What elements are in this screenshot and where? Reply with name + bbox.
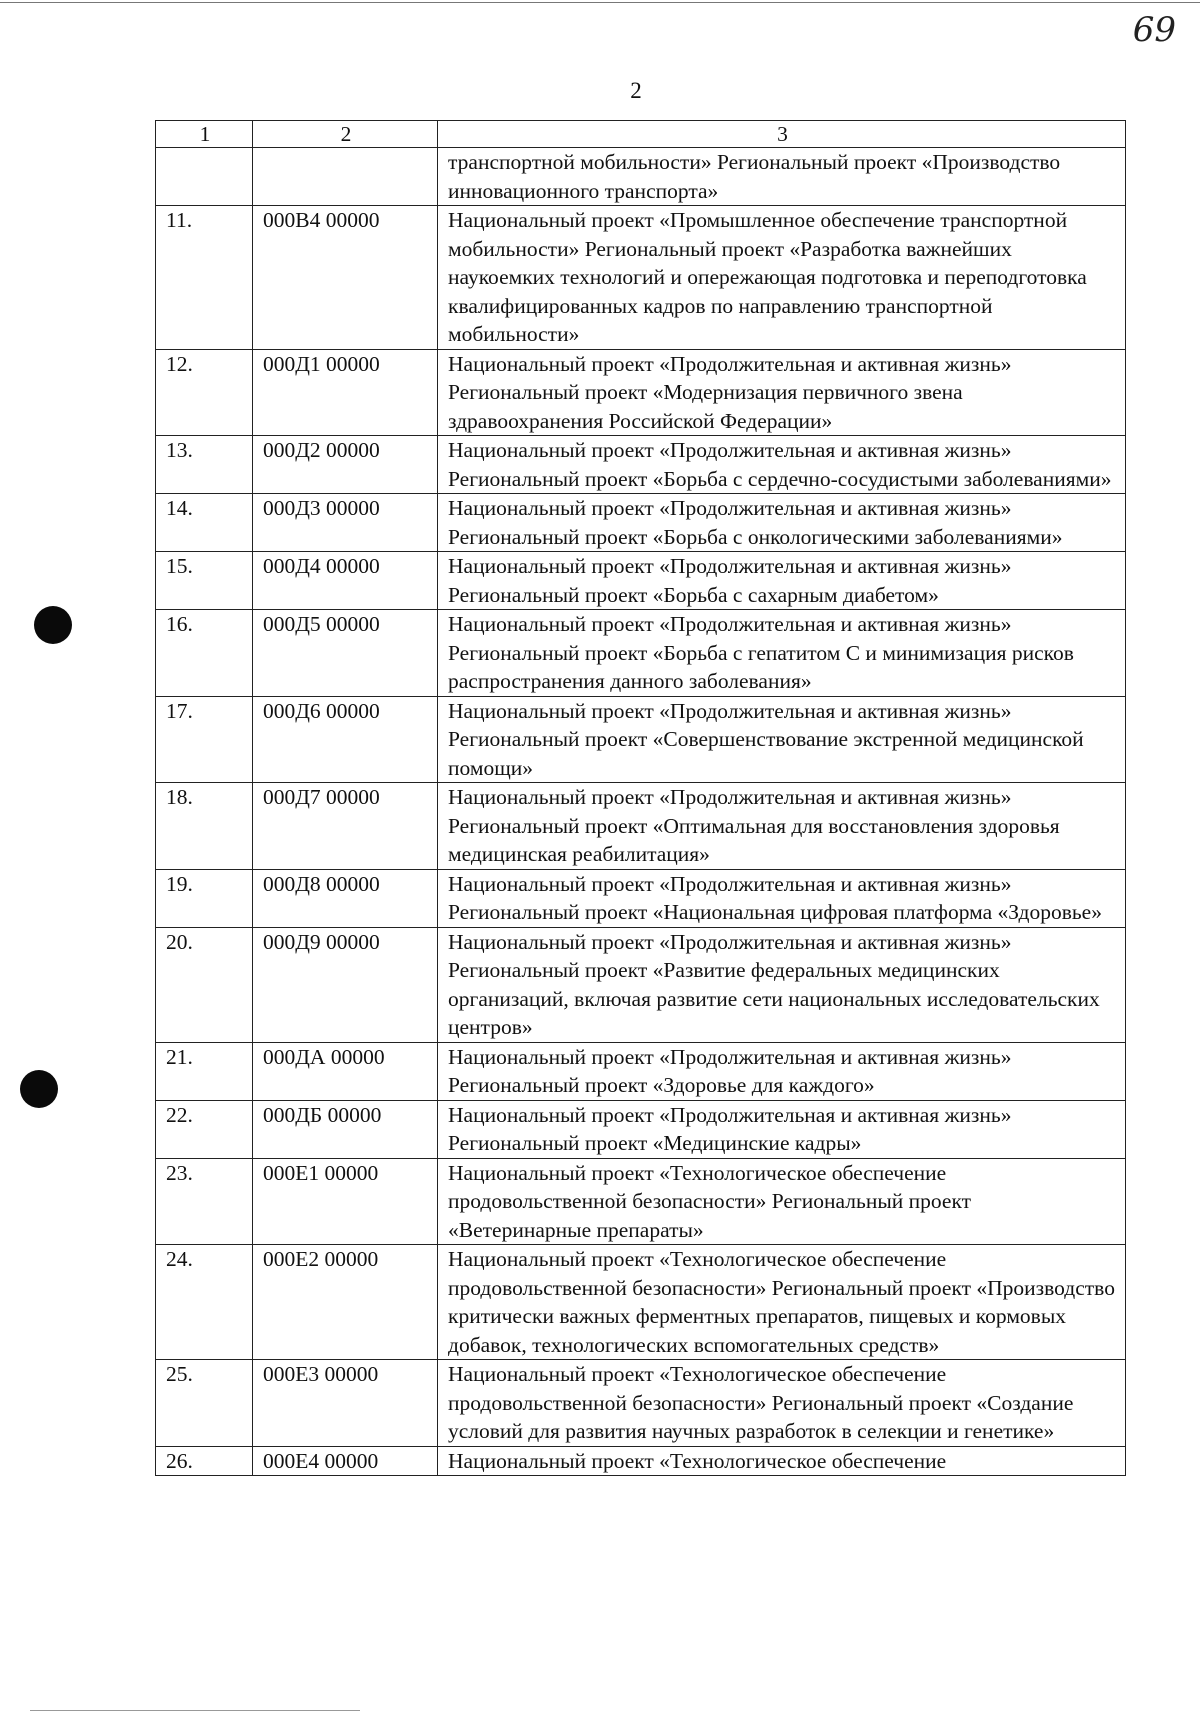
column-header-code: 2 — [253, 121, 438, 148]
cell-number: 16. — [156, 610, 253, 697]
cell-number: 20. — [156, 927, 253, 1042]
cell-code: 000Д7 00000 — [253, 783, 438, 870]
cell-project-name: Национальный проект «Технологическое обеспечение продовольственной безопасности» Региональный проект «Производство критически важных ферментных препаратов, пищевых и кормовых добавок, технологических вспомогательных средств» — [438, 1245, 1126, 1360]
cell-project-name: Национальный проект «Продолжительная и активная жизнь» Региональный проект «Модернизация первичного звена здравоохранения Российской Федерации» — [438, 349, 1126, 436]
table-row — [156, 1245, 1126, 1360]
table-row — [156, 494, 1126, 552]
cell-project-name: Национальный проект «Продолжительная и активная жизнь» Региональный проект «Медицинские кадры» — [438, 1100, 1126, 1158]
cell-project-name: Национальный проект «Продолжительная и активная жизнь» Региональный проект «Борьба с сердечно-сосудистыми заболеваниями» — [438, 436, 1126, 494]
cell-project-name: Национальный проект «Продолжительная и активная жизнь» Региональный проект «Оптимальная для восстановления здоровья медицинская реабилитация» — [438, 783, 1126, 870]
table-row — [156, 206, 1126, 350]
cell-number: 22. — [156, 1100, 253, 1158]
column-header-name: 3 — [438, 121, 1126, 148]
table-row — [156, 436, 1126, 494]
cell-project-name: Национальный проект «Технологическое обеспечение продовольственной безопасности» Региональный проект «Ветеринарные препараты» — [438, 1158, 1126, 1245]
cell-code — [253, 148, 438, 206]
cell-project-name: Национальный проект «Промышленное обеспечение транспортной мобильности» Региональный проект «Разработка важнейших наукоемких технологий и опережающая подготовка и переподготовка квалифицированных кадров по направлению транспортной мобильности» — [438, 206, 1126, 350]
cell-project-name: Национальный проект «Технологическое обеспечение — [438, 1446, 1126, 1476]
cell-project-name: Национальный проект «Продолжительная и активная жизнь» Региональный проект «Национальная цифровая платформа «Здоровье» — [438, 869, 1126, 927]
cell-number: 12. — [156, 349, 253, 436]
cell-number: 15. — [156, 552, 253, 610]
table-row — [156, 552, 1126, 610]
cell-project-name: Национальный проект «Продолжительная и активная жизнь» Региональный проект «Борьба с онкологическими заболеваниями» — [438, 494, 1126, 552]
table-row — [156, 1360, 1126, 1447]
cell-number — [156, 148, 253, 206]
cell-number: 13. — [156, 436, 253, 494]
cell-project-name: Национальный проект «Продолжительная и активная жизнь» Региональный проект «Совершенствование экстренной медицинской помощи» — [438, 696, 1126, 783]
cell-project-name: транспортной мобильности» Региональный проект «Производство инновационного транспорта» — [438, 148, 1126, 206]
cell-project-name: Национальный проект «Продолжительная и активная жизнь» Региональный проект «Борьба с сахарным диабетом» — [438, 552, 1126, 610]
cell-code: 000Е3 00000 — [253, 1360, 438, 1447]
page-number: 2 — [630, 78, 642, 103]
cell-number: 21. — [156, 1042, 253, 1100]
cell-code: 000ДА 00000 — [253, 1042, 438, 1100]
cell-project-name: Национальный проект «Технологическое обеспечение продовольственной безопасности» Региональный проект «Создание условий для развития научных разработок в селекции и генетике» — [438, 1360, 1126, 1447]
table-row — [156, 1158, 1126, 1245]
cell-number: 14. — [156, 494, 253, 552]
scan-top-edge — [0, 2, 1200, 3]
cell-code: 000Д1 00000 — [253, 349, 438, 436]
cell-code: 000Е1 00000 — [253, 1158, 438, 1245]
table-row — [156, 696, 1126, 783]
punch-hole-mark — [34, 606, 72, 644]
cell-code: 000ДБ 00000 — [253, 1100, 438, 1158]
cell-code: 000Е4 00000 — [253, 1446, 438, 1476]
punch-hole-mark — [20, 1070, 58, 1108]
cell-code: 000Д8 00000 — [253, 869, 438, 927]
column-header-number: 1 — [156, 121, 253, 148]
table-row — [156, 927, 1126, 1042]
cell-number: 25. — [156, 1360, 253, 1447]
cell-number: 19. — [156, 869, 253, 927]
cell-project-name: Национальный проект «Продолжительная и активная жизнь» Региональный проект «Здоровье для каждого» — [438, 1042, 1126, 1100]
table-body — [156, 148, 1126, 1476]
cell-code: 000Д2 00000 — [253, 436, 438, 494]
cell-project-name: Национальный проект «Продолжительная и активная жизнь» Региональный проект «Борьба с гепатитом С и минимизация рисков распространения данного заболевания» — [438, 610, 1126, 697]
table-row — [156, 148, 1126, 206]
cell-project-name: Национальный проект «Продолжительная и активная жизнь» Региональный проект «Развитие федеральных медицинских организаций, включая развитие сети национальных исследовательских центров» — [438, 927, 1126, 1042]
cell-code: 000Е2 00000 — [253, 1245, 438, 1360]
handwritten-page-mark: 69 — [1132, 10, 1176, 50]
cell-code: 000Д5 00000 — [253, 610, 438, 697]
cell-code: 000В4 00000 — [253, 206, 438, 350]
table-row — [156, 783, 1126, 870]
table-row — [156, 610, 1126, 697]
cell-number: 17. — [156, 696, 253, 783]
table-header-row — [156, 121, 1126, 148]
cell-number: 26. — [156, 1446, 253, 1476]
table-row — [156, 869, 1126, 927]
cell-number: 24. — [156, 1245, 253, 1360]
table-row — [156, 1100, 1126, 1158]
cell-code: 000Д3 00000 — [253, 494, 438, 552]
cell-number: 18. — [156, 783, 253, 870]
table-row — [156, 1446, 1126, 1476]
cell-code: 000Д6 00000 — [253, 696, 438, 783]
scan-bottom-edge — [30, 1710, 360, 1711]
cell-number: 11. — [156, 206, 253, 350]
table-row — [156, 349, 1126, 436]
cell-code: 000Д9 00000 — [253, 927, 438, 1042]
cell-code: 000Д4 00000 — [253, 552, 438, 610]
cell-number: 23. — [156, 1158, 253, 1245]
table-row — [156, 1042, 1126, 1100]
projects-table — [155, 120, 1126, 1476]
